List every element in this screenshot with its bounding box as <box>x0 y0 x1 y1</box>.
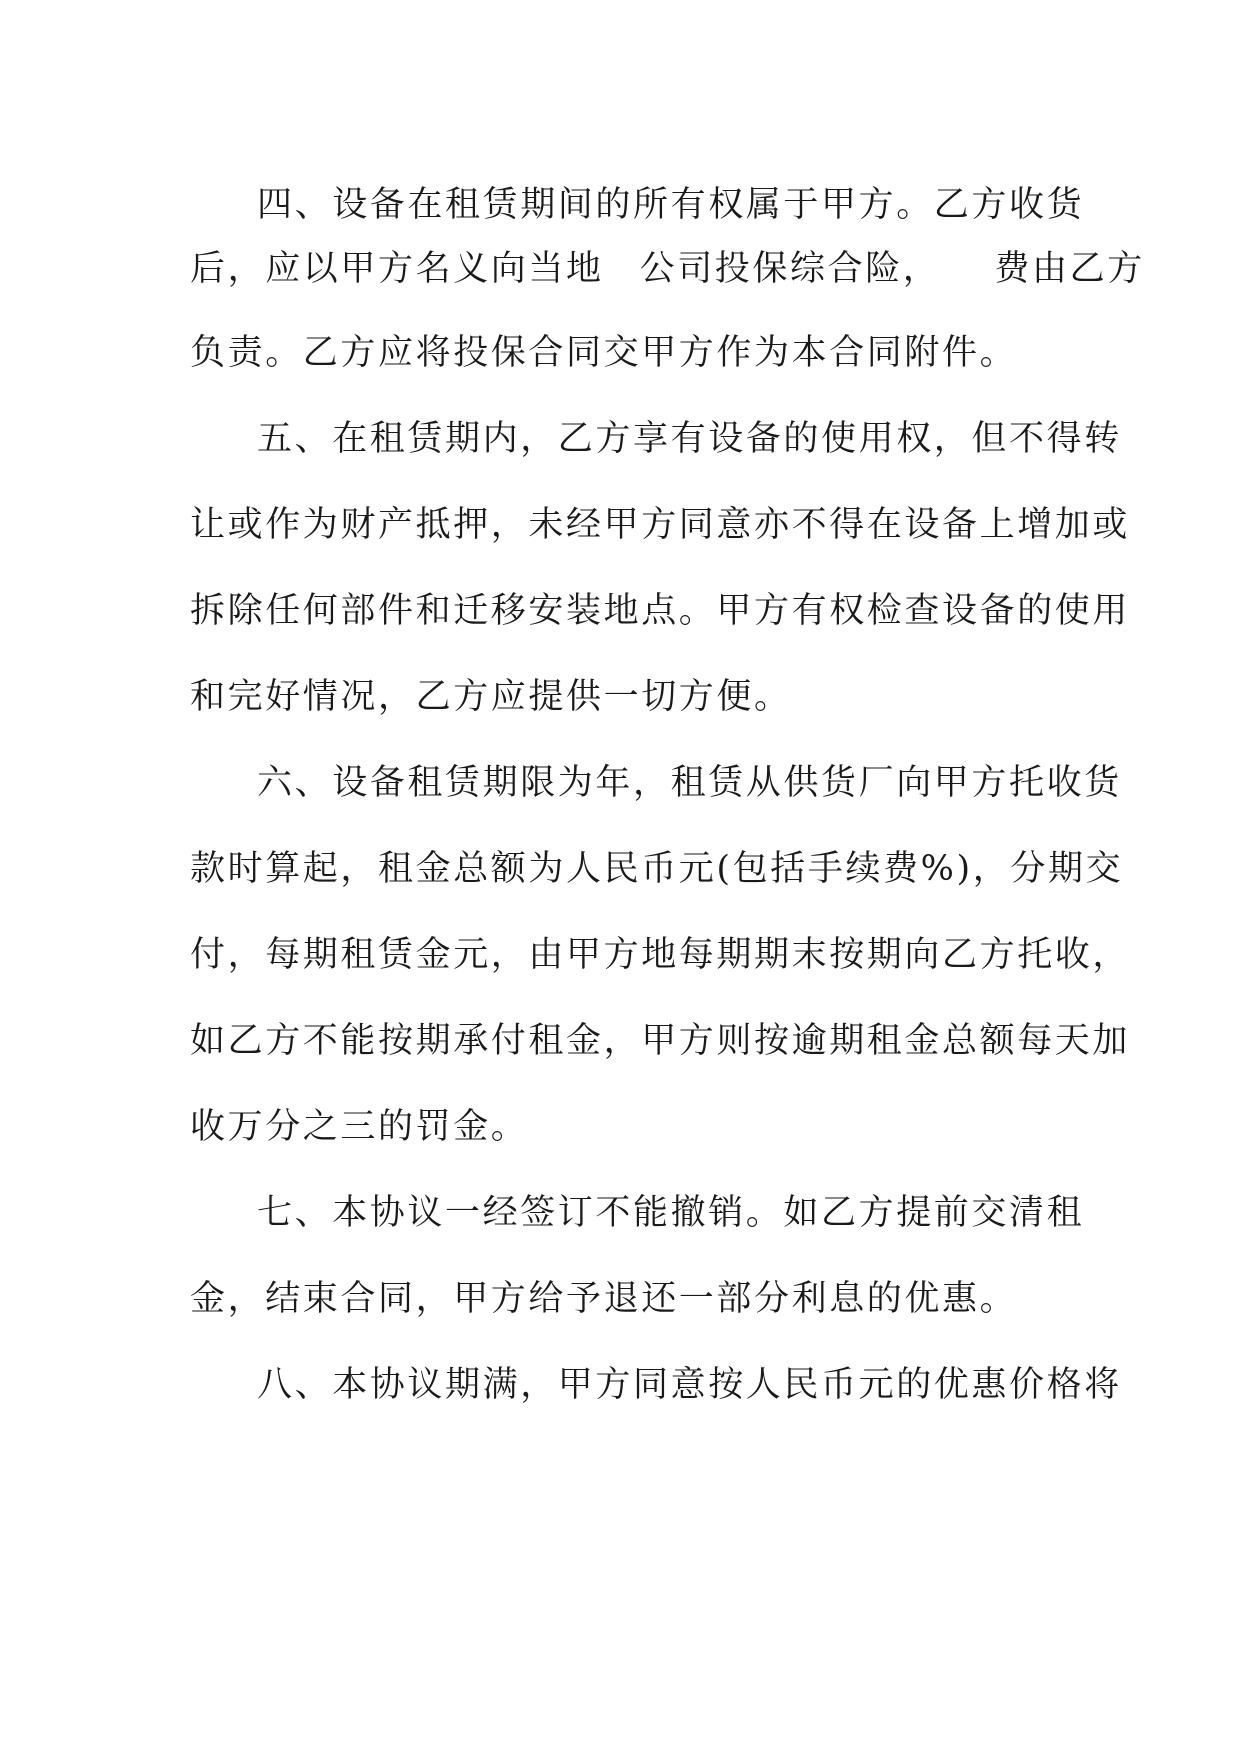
paragraph-7-line-1: 七、本协议一经签订不能撤销。如乙方提前交清租 <box>257 1193 1085 1233</box>
paragraph-5-line-1: 五、在租赁期内，乙方享有设备的使用权，但不得转 <box>257 419 1122 459</box>
paragraph-4-line-2-part-2: 公司投保综合险， <box>639 249 941 289</box>
paragraph-4-line-3: 负责。乙方应将投保合同交甲方作为本合同附件。 <box>190 333 1018 373</box>
paragraph-7-line-2: 金，结束合同，甲方给予退还一部分利息的优惠。 <box>190 1279 1018 1319</box>
paragraph-5-line-3: 拆除任何部件和迁移安装地点。甲方有权检查设备的使用 <box>190 591 1131 631</box>
paragraph-6-line-1: 六、设备租赁期限为年，租赁从供货厂向甲方托收货 <box>257 763 1122 803</box>
paragraph-8-line-1: 八、本协议期满，甲方同意按人民币元的优惠价格将 <box>257 1365 1122 1405</box>
paragraph-4-line-2-part-1: 后，应以甲方名义向当地 <box>190 249 604 289</box>
paragraph-6-line-3: 付，每期租赁金元，由甲方地每期期末按期向乙方托收， <box>190 935 1131 975</box>
paragraph-4-line-2-part-3: 费由乙方 <box>994 249 1145 289</box>
paragraph-6-line-2: 款时算起，租金总额为人民币元(包括手续费%)，分期交 <box>190 849 1124 889</box>
paragraph-6-line-4: 如乙方不能按期承付租金，甲方则按逾期租金总额每天加 <box>190 1021 1131 1061</box>
paragraph-5-line-2: 让或作为财产抵押，未经甲方同意亦不得在设备上增加或 <box>190 505 1131 545</box>
paragraph-5-line-4: 和完好情况，乙方应提供一切方便。 <box>190 677 792 717</box>
paragraph-4-line-1: 四、设备在租赁期间的所有权属于甲方。乙方收货 <box>257 185 1085 225</box>
paragraph-4-line-2 <box>190 244 1145 294</box>
paragraph-6-line-5: 收万分之三的罚金。 <box>190 1107 529 1147</box>
